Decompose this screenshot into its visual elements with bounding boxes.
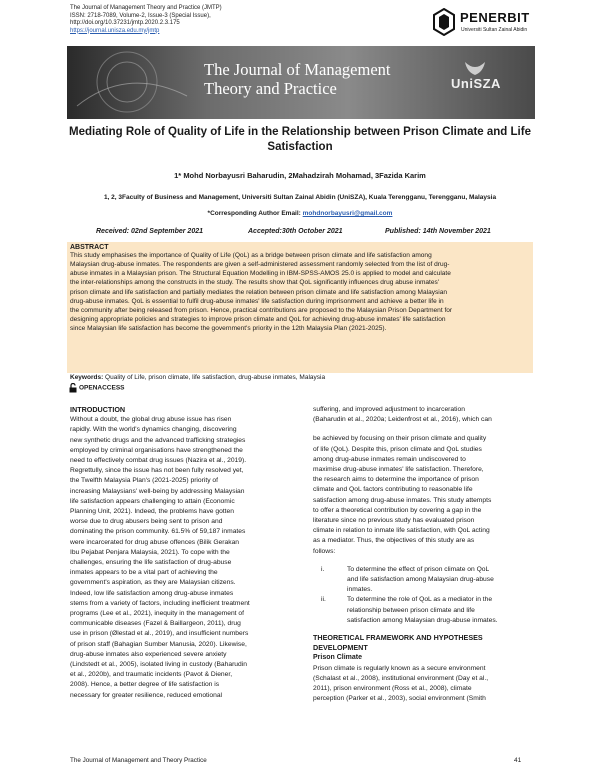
publisher-emblem-icon bbox=[432, 8, 456, 36]
text-line: dominating the prison community. 61.5% of 59,187 inmates bbox=[70, 528, 246, 536]
text-line: use in prison (Ølestad et al., 2019), and insufficient numbers bbox=[70, 630, 249, 638]
open-lock-icon bbox=[69, 383, 77, 393]
abstract-line: the community after being released from prison. Hence, practical contributions are proposed to the Malaysian Prison Department for bbox=[70, 306, 453, 314]
text-line: new synthetic drugs and the advanced trafficking strategies bbox=[70, 436, 246, 444]
keywords bbox=[70, 374, 536, 381]
text-line: Indeed, low life satisfaction among drug-abuse inmates bbox=[70, 589, 234, 597]
abstract-box bbox=[67, 242, 533, 373]
theoretical-framework-heading bbox=[313, 633, 532, 653]
received-date: Received: 02nd September 2021 bbox=[96, 228, 203, 235]
right-column-continued-text bbox=[313, 405, 532, 425]
open-access-label: OPENACCESS bbox=[79, 384, 125, 392]
text-line: as a mediator. Thus, the objectives of this study are as bbox=[313, 537, 475, 545]
unisza-logo-text: UniSZA bbox=[451, 76, 501, 91]
text-line: necessary for greater resilience, reduced emotional bbox=[70, 691, 223, 699]
text-line: perception (Parker et al., 2003), social environment (Smith bbox=[313, 695, 486, 703]
text-line: the research aims to determine the importance of prison bbox=[313, 476, 479, 484]
banner-title-line2: Theory and Practice bbox=[204, 79, 337, 98]
accepted-date: Accepted:30th October 2021 bbox=[248, 228, 343, 235]
text-line: 2011), prison environment (Ross et al., 2008), climate bbox=[313, 685, 472, 693]
objective-text-line: relationship between prison climate and life bbox=[347, 606, 475, 614]
abstract-line: designing appropriate policies and strategies to improve prison climate and QoL for achieving drug-abuse inmates' life satisfaction bbox=[70, 316, 446, 324]
text-line: climate in relation to inmate life satisfaction, with QoL acting bbox=[313, 527, 490, 535]
text-line: maximise drug-abuse inmates' life satisfaction. Therefore, bbox=[313, 466, 484, 474]
publisher-name: PENERBIT bbox=[460, 10, 530, 25]
keywords-label: Keywords: bbox=[70, 374, 104, 381]
objective-item bbox=[313, 565, 532, 596]
journal-name-line: The Journal of Management Theory and Practice (JMTP) bbox=[70, 5, 222, 11]
abstract-line: drug-abuse inmates. QoL is essential to fulfil drug-abuse inmates' life satisfaction during imprisonment and achieve a better life in bbox=[70, 297, 444, 305]
text-line: (Lindstedt et al., 2005), isolated living in custody (Baharudin bbox=[70, 661, 247, 669]
right-column bbox=[313, 405, 532, 704]
text-line: follows: bbox=[313, 547, 336, 555]
issn-line: ISSN: 2718-7089, Volume-2, Issue-3 (Special Issue), bbox=[70, 12, 211, 19]
article-title-line2: Satisfaction bbox=[267, 141, 333, 153]
text-line: literature since no previous study has evaluated prison bbox=[313, 517, 475, 525]
abstract-line: the inter-relationships among the constructs in the study. The results show that QoL significantly influences drug abuse inmates' bbox=[70, 279, 440, 287]
unisza-logo bbox=[445, 60, 505, 100]
banner-title bbox=[204, 60, 390, 98]
journal-url-link[interactable]: https://journal.unisza.edu.my/jmtp bbox=[70, 27, 160, 34]
objective-number: i. bbox=[321, 565, 325, 573]
text-line: drug-abuse inmates also experienced severe anxiety bbox=[70, 650, 227, 658]
introduction-text bbox=[70, 415, 299, 701]
article-title-line1: Mediating Role of Quality of Life in the Relationship between Prison Climate and Life bbox=[69, 126, 531, 138]
text-line: of prison staff (Bahagian Sumber Manusia, 2020). Likewise, bbox=[70, 640, 247, 648]
text-line: suffering, and improved adjustment to incarceration bbox=[313, 406, 465, 413]
text-line: life satisfaction appears challenging to attain (Economic bbox=[70, 497, 235, 505]
text-line: Without a doubt, the global drug abuse issue has risen bbox=[70, 416, 232, 424]
text-line: Ibu Pejabat Penjara Malaysia, 2021). To cope with the bbox=[70, 548, 230, 556]
text-line: et al., 2020b), and traumatic incidents (Pavot & Diener, bbox=[70, 671, 233, 679]
article-title bbox=[60, 125, 540, 155]
text-line: rapidly. With the world's dynamics changing, discovering bbox=[70, 426, 237, 434]
text-line: of life (QoL). Despite this, prison climate and QoL studies bbox=[313, 445, 482, 453]
footer-journal-name: The Journal of Management and Theory Practice bbox=[70, 757, 207, 764]
corresponding-author-label: *Corresponding Author Email: bbox=[207, 210, 303, 217]
text-line: (Baharudin et al., 2020a; Leidenfrost et al., 2016), which can bbox=[313, 416, 492, 424]
text-line: communicable diseases (Fazel & Baillargeon, 2011), drug bbox=[70, 620, 241, 628]
text-line: Prison climate is regularly known as a secure environment bbox=[313, 664, 486, 672]
banner-title-line1: The Journal of Management bbox=[204, 60, 391, 79]
text-line: among drug-abuse inmates remain undiscovered to bbox=[313, 455, 466, 463]
text-line: the Twelfth Malaysia Plan's (2021-2025) priority of bbox=[70, 477, 218, 485]
corresponding-author bbox=[60, 210, 540, 217]
objective-number: ii. bbox=[321, 596, 326, 604]
text-line: inmates appears to be a vital part of achieving the bbox=[70, 569, 218, 577]
introduction-heading: INTRODUCTION bbox=[70, 405, 126, 414]
objectives-intro-text bbox=[313, 434, 532, 556]
text-line: challenges, ensuring the life satisfaction of drug-abuse bbox=[70, 559, 232, 567]
prison-climate-subheading: Prison Climate bbox=[313, 654, 363, 662]
publisher-subname: Universiti Sultan Zainal Abidin bbox=[461, 27, 528, 33]
left-column bbox=[70, 405, 299, 701]
affiliation: 1, 2, 3Faculty of Business and Management, Universiti Sultan Zainal Abidin (UniSZA), Kuala Terengganu, Terengganu, Malaysia bbox=[103, 194, 497, 201]
section-heading-line1: THEORETICAL FRAMEWORK AND HYPOTHESES bbox=[313, 633, 483, 643]
objective-item bbox=[313, 595, 532, 626]
objective-text-line: inmates. bbox=[347, 586, 373, 594]
abstract-line: since Malaysian life satisfaction has become the government's priority in the 12th Malaysia Plan (2021-2025). bbox=[70, 325, 387, 333]
text-line: government's aspiration, as they are Malaysian citizens. bbox=[70, 579, 236, 587]
abstract-text bbox=[67, 251, 533, 333]
open-access-badge bbox=[69, 383, 125, 393]
published-date: Published: 14th November 2021 bbox=[385, 228, 491, 235]
prison-climate-text bbox=[313, 664, 532, 705]
objective-text-line: satisfaction among Malaysian drug-abuse inmates. bbox=[347, 616, 498, 624]
objective-text-line: To determine the effect of prison climate on QoL bbox=[347, 565, 490, 573]
author-list: 1* Mohd Norbayusri Baharudin, 2Mahadzirah Mohamad, 3Fazida Karim bbox=[174, 171, 426, 180]
keywords-text: Quality of Life, prison climate, life satisfaction, drug-abuse inmates, Malaysia bbox=[103, 374, 326, 381]
abstract-line: prison climate and life satisfaction and partially mediates the relation between prison climate and life satisfaction among Malaysian bbox=[70, 288, 448, 296]
text-line: need to effectively combat drug issues (Nazira et al., 2019). bbox=[70, 457, 247, 465]
text-line: worse due to drug abusers being sent to prison and bbox=[70, 518, 223, 526]
text-line: satisfaction among drug-abuse inmates. This study attempts bbox=[313, 496, 492, 504]
objectives-list bbox=[313, 565, 532, 626]
abstract-line: This study emphasises the importance of Quality of Life (QoL) as a bridge between prison climate and life satisfaction among bbox=[70, 252, 432, 259]
text-line: (Schalast et al., 2008), institutional environment (Day et al., bbox=[313, 674, 489, 682]
doi-line: http://doi.org/10.37231/jmtp.2020.2.3.175 bbox=[70, 20, 180, 26]
abstract-heading: ABSTRACT bbox=[70, 244, 109, 251]
text-line: increasing Malaysians' well-being by addressing Malaysian bbox=[70, 487, 245, 495]
text-line: climate and QoL factors contributing to reasonable life bbox=[313, 486, 473, 494]
text-line: to offer a theoretical contribution by covering a gap in the bbox=[313, 506, 482, 514]
journal-header bbox=[70, 5, 222, 35]
text-line: programs (Lee et al., 2021), inequity in the management of bbox=[70, 610, 244, 618]
banner-decoration-icon bbox=[67, 46, 197, 119]
text-line: were incarcerated for drug abuse offences (Bilik Gerakan bbox=[70, 538, 240, 546]
page-number: 41 bbox=[514, 757, 522, 764]
objective-text-line: and life satisfaction among Malaysian drug-abuse bbox=[347, 576, 494, 584]
objective-text-line: To determine the role of QoL as a mediator in the bbox=[347, 596, 493, 604]
text-line: Planning Unit, 2021). Indeed, the problems have gotten bbox=[70, 508, 234, 516]
text-line: stems from a variety of factors, including inefficient treatment bbox=[70, 599, 250, 607]
text-line: employed by criminal organisations have strengthened the bbox=[70, 446, 243, 454]
publisher-logo bbox=[432, 6, 556, 40]
abstract-line: abuse inmates in a Malaysian prison. The Structural Equation Modelling in IBM-SPSS-AMOS 25.0 is applied to model and calculate bbox=[70, 270, 451, 278]
journal-banner bbox=[67, 46, 535, 119]
text-line: be achieved by focusing on their prison climate and quality bbox=[313, 435, 487, 443]
text-line: 2008). Hence, a better degree of life satisfaction is bbox=[70, 681, 220, 689]
corresponding-email-link[interactable]: mohdnorbayusri@gmail.com bbox=[302, 210, 393, 217]
text-line: Regrettully, since the issue has not been fully resolved yet, bbox=[70, 467, 244, 475]
abstract-line: Malaysian drug-abuse inmates. The respondents are given a self-administered assessment randomly selected from the list of drug- bbox=[70, 261, 450, 269]
section-heading-line2: DEVELOPMENT bbox=[313, 643, 368, 653]
